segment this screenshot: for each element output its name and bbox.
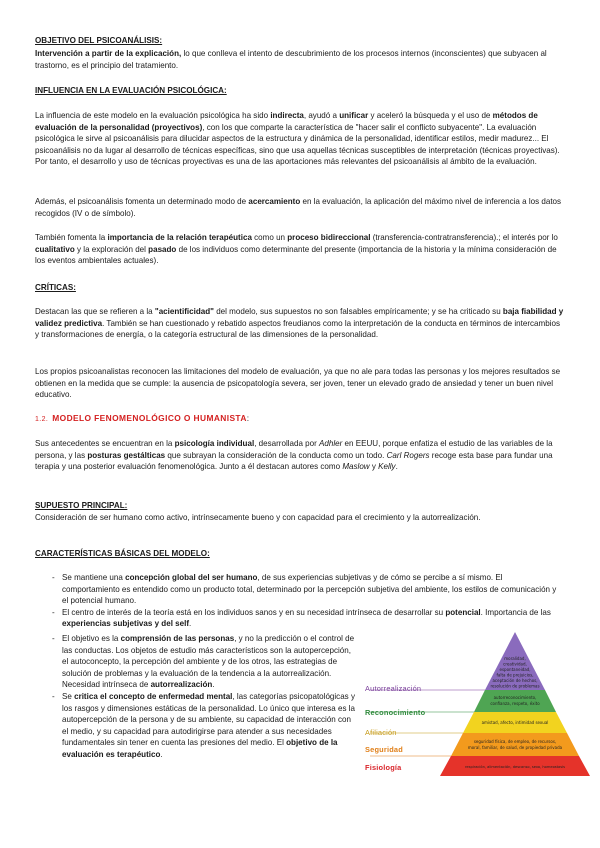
pyramid-label-fisiologia: Fisiología bbox=[365, 763, 402, 772]
pyramid-label-seguridad: Seguridad bbox=[365, 745, 403, 754]
pyramid-top-text: espontaneidad, bbox=[499, 667, 531, 672]
paragraph-influencia-2: Además, el psicoanálisis fomenta un determinado modo de acercamiento en la evaluación, la aplicación del máximo nivel de inferencia a los datos recogidos (IV o de símbolo). bbox=[35, 197, 562, 218]
pyramid-rec-text: confianza, respeto, éxito bbox=[490, 701, 540, 706]
pyramid-top-text: moralidad, bbox=[504, 656, 526, 661]
list-item: - Se critica el concepto de enfermedad mental, las categorías psicopatológicas y los rasgos y dimensiones estáticas de la personalidad. Lo único que interesa es la autopercepción de la persona y de su ambiente, su capacidad de interacción con el medio, y su capacidad para autodirigirse para atender a sus necesidades fundamentales sin tener en cuenta las presiones del medio. El objetivo de la evaluación es terapéutico. bbox=[52, 691, 355, 759]
list-item: - El centro de interés de la teoría está en los individuos sanos y en su necesidad intrínseca de desarrollar su potencial. Importancia de las experiencias subjetivas y del self. bbox=[52, 607, 551, 629]
pyramid-afi-text: amistad, afecto, intimidad sexual bbox=[481, 720, 549, 725]
pyramid-top-text: creatividad, bbox=[503, 661, 527, 667]
heading-criticas: CRÍTICAS: bbox=[35, 283, 76, 292]
list-item: - Se mantiene una concepción global del ser humano, de sus experiencias subjetivas y de cómo se percibe a sí mismo. El comportamiento es entendido como un producto total, determinado por la percepción subjetiva del ambiente, los estilos de comunicación y el potencial humano. bbox=[52, 573, 557, 606]
pyramid-top-text: falta de prejuicios, bbox=[496, 672, 534, 678]
characteristics-list-bottom bbox=[52, 633, 357, 761]
pyramid-graphic bbox=[365, 632, 595, 776]
pyramid-seg-text: seguridad física, de empleo, de recursos, bbox=[473, 739, 557, 744]
pyramid-seg-text: moral, familiar, de salud, de propiedad privada bbox=[467, 745, 563, 750]
paragraph-objetivo: Intervención a partir de la explicación, lo que conlleva el intento de descubrimiento de los procesos internos (inconscientes) que subyacen al trastorno, es el principio del tratamiento. bbox=[35, 49, 547, 70]
paragraph-criticas-2: Los propios psicoanalistas reconocen las limitaciones del modelo de evaluación, ya que no ale para todas las personas y los mejores resultados se obtienen en la medida que se cumple: la ausencia de psicopatología severa, ser joven, tener un elevado grado de ansiedad y tener un buen nivel educativo. bbox=[35, 367, 561, 400]
pyramid-label-afiliacion: Afiliación bbox=[365, 728, 397, 737]
heading-supuesto: SUPUESTO PRINCIPAL: bbox=[35, 501, 128, 510]
pyramid-fis-text: respiración, alimentación, descanso, sexo, homeostasis bbox=[464, 765, 566, 769]
heading-influencia: INFLUENCIA EN LA EVALUACIÓN PSICOLÓGICA: bbox=[35, 86, 227, 95]
pyramid-top-text: resolución de problemas bbox=[490, 683, 540, 689]
paragraph-modelo: Sus antecedentes se encuentran en la psicología individual, desarrollada por Adhler en EEUU, porque enfatiza el estudio de las variables de la persona, y las posturas gestálticas que subrayan la consideración de la conducta como un todo. Carl Rogers recoge esta base para fundar una terapia y una posterior evaluación fenomenológica. Junto a él destacan autores como Maslow y Kelly. bbox=[35, 439, 553, 472]
maslow-pyramid bbox=[365, 632, 595, 776]
characteristics-list-top bbox=[52, 572, 562, 630]
pyramid-label-autorrealizacion: Autorrealización bbox=[365, 684, 422, 693]
paragraph-criticas-1: Destacan las que se refieren a la "acientificidad" del modelo, sus supuestos no son falsables empíricamente; y se ha criticado su baja fiabilidad y validez predictiva. También se han cuestionado y rebatido aspectos freudianos como la interpretación de la conducta en términos de intercambios y transformaciones de energía, o la categoría estructural de las dimensiones de la personalidad. bbox=[35, 307, 564, 340]
paragraph-supuesto: Consideración de ser humano como activo, intrínsecamente bueno y con capacidad para el crecimiento y la autorrealización. bbox=[35, 513, 481, 522]
section-title-modelo: 1.2. MODELO FENOMENOLÓGICO O HUMANISTA: bbox=[35, 413, 250, 423]
paragraph-influencia-1: La influencia de este modelo en la evaluación psicológica ha sido indirecta, ayudó a unificar y aceleró la búsqueda y el uso de métodos de evaluación de la personalidad (proyectivos), con los que comparte la característica de "hacer salir el conflicto subyacente". La evaluación psicológica le sirve al psicoanálisis para dilucidar aspectos de la estructura y dinámica de la personalidad, identificar estilos, medir madurez... El psicoanálisis no da lugar al desarrollo de técnicas específicas, sino que usa aquellas técnicas susceptibles de interpretación (técnicas proyectivas). Por tanto, el desarrollo y uso de técnicas proyectivas es una de las aportaciones más relevantes del psicoanálisis al ámbito de la evaluación. bbox=[35, 111, 560, 167]
heading-objetivo: OBJETIVO DEL PSICOANÁLISIS: bbox=[35, 36, 163, 45]
pyramid-rec-text: autorreconocimiento, bbox=[493, 695, 537, 700]
list-item: - El objetivo es la comprensión de las personas, y no la predicción o el control de las conductas. Los objetos de estudio más característicos son la autopercepción, el autoconcepto, la percepción del ambiente y de los otros, las estrategias de solución de problemas y la evaluación de la tendencia a la autorrealización. Necesidad intrínseca de autorrealización. bbox=[52, 634, 355, 690]
heading-caracteristicas: CARACTERÍSTICAS BÁSICAS DEL MODELO: bbox=[35, 549, 210, 558]
pyramid-label-reconocimiento: Reconocimiento bbox=[365, 708, 426, 717]
paragraph-influencia-3: También fomenta la importancia de la relación terapéutica como un proceso bidireccional (transferencia-contratransferencia).; el interés por lo cualitativo y la exploración del pasado de los individuos como determinante del presente (importancia de la historia y la mínima consideración de los eventos ambientales actuales). bbox=[35, 233, 558, 266]
pyramid-top-text: aceptación de hechos, bbox=[492, 678, 538, 683]
